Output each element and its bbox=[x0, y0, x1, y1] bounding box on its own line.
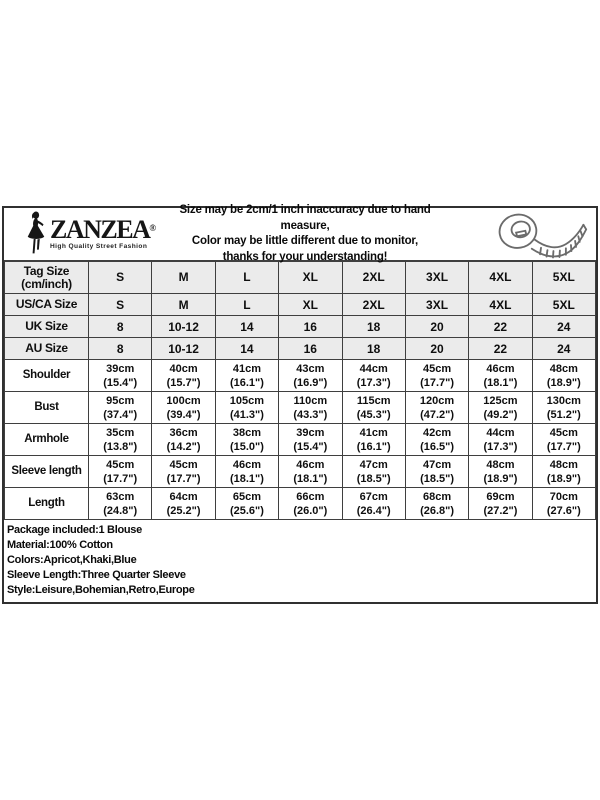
row-label: Tag Size (cm/inch) bbox=[5, 262, 89, 294]
size-cell: 63cm (24.8") bbox=[89, 488, 152, 520]
table-row bbox=[5, 262, 596, 294]
size-cell: 125cm (49.2") bbox=[469, 392, 532, 424]
disclaimer-line: Color may be little different due to monitor, bbox=[191, 235, 419, 247]
size-cell: 22 bbox=[469, 338, 532, 360]
size-cell: 44cm (17.3") bbox=[469, 424, 532, 456]
size-cell: 38cm (15.0") bbox=[215, 424, 278, 456]
size-cell: 2XL bbox=[342, 262, 405, 294]
disclaimer-line: Size may be 2cm/1 inch inaccuracy due to hand measure, bbox=[179, 204, 431, 232]
size-cell: 41cm (16.1") bbox=[342, 424, 405, 456]
size-cell: 8 bbox=[89, 316, 152, 338]
size-cell: 5XL bbox=[532, 294, 595, 316]
size-cell: 35cm (13.8") bbox=[89, 424, 152, 456]
size-cell: 69cm (27.2") bbox=[469, 488, 532, 520]
size-cell: 67cm (26.4") bbox=[342, 488, 405, 520]
brand-name-text: ZANZEA bbox=[50, 215, 150, 244]
size-cell: 2XL bbox=[342, 294, 405, 316]
size-cell: 8 bbox=[89, 338, 152, 360]
table-row bbox=[5, 424, 596, 456]
size-cell: 10-12 bbox=[152, 316, 215, 338]
product-info-line: Sleeve Length:Three Quarter Sleeve bbox=[7, 569, 186, 581]
size-cell: 42cm (16.5") bbox=[405, 424, 468, 456]
size-cell: 100cm (39.4") bbox=[152, 392, 215, 424]
size-cell: 45cm (17.7") bbox=[152, 456, 215, 488]
size-cell: 39cm (15.4") bbox=[89, 360, 152, 392]
size-cell: 20 bbox=[405, 316, 468, 338]
table-row bbox=[5, 294, 596, 316]
brand-tagline: High Quality Street Fashion bbox=[50, 243, 148, 250]
size-cell: 46cm (18.1") bbox=[279, 456, 342, 488]
size-cell: 48cm (18.9") bbox=[532, 456, 595, 488]
size-cell: 46cm (18.1") bbox=[469, 360, 532, 392]
size-cell: 115cm (45.3") bbox=[342, 392, 405, 424]
brand-name bbox=[50, 215, 157, 244]
size-cell: XL bbox=[279, 262, 342, 294]
size-cell: 4XL bbox=[469, 294, 532, 316]
size-cell: 44cm (17.3") bbox=[342, 360, 405, 392]
measuring-tape-icon bbox=[494, 209, 588, 259]
size-cell: L bbox=[215, 262, 278, 294]
brand-logo bbox=[4, 211, 157, 257]
table-row bbox=[5, 488, 596, 520]
size-cell: 95cm (37.4") bbox=[89, 392, 152, 424]
size-cell: 110cm (43.3") bbox=[279, 392, 342, 424]
size-cell: 70cm (27.6") bbox=[532, 488, 595, 520]
disclaimer-line: thanks for your understanding! bbox=[222, 250, 388, 263]
table-row bbox=[5, 456, 596, 488]
size-cell: 130cm (51.2") bbox=[532, 392, 595, 424]
product-info-line: Style:Leisure,Bohemian,Retro,Europe bbox=[7, 584, 195, 596]
row-label: Bust bbox=[5, 392, 89, 424]
row-label: US/CA Size bbox=[5, 294, 89, 316]
table-row bbox=[5, 338, 596, 360]
product-info bbox=[4, 520, 596, 602]
size-cell: 36cm (14.2") bbox=[152, 424, 215, 456]
size-cell: 47cm (18.5") bbox=[405, 456, 468, 488]
size-cell: 40cm (15.7") bbox=[152, 360, 215, 392]
row-label: UK Size bbox=[5, 316, 89, 338]
table-row bbox=[5, 316, 596, 338]
size-cell: L bbox=[215, 294, 278, 316]
size-cell: 16 bbox=[279, 316, 342, 338]
size-cell: S bbox=[89, 294, 152, 316]
row-label: AU Size bbox=[5, 338, 89, 360]
size-cell: 68cm (26.8") bbox=[405, 488, 468, 520]
row-label: Length bbox=[5, 488, 89, 520]
size-cell: 120cm (47.2") bbox=[405, 392, 468, 424]
product-info-line: Colors:Apricot,Khaki,Blue bbox=[7, 554, 137, 566]
size-cell: 18 bbox=[342, 316, 405, 338]
registered-mark: ® bbox=[149, 223, 157, 233]
size-cell: 14 bbox=[215, 338, 278, 360]
size-cell: M bbox=[152, 262, 215, 294]
row-label: Sleeve length bbox=[5, 456, 89, 488]
size-cell: 22 bbox=[469, 316, 532, 338]
size-cell: 10-12 bbox=[152, 338, 215, 360]
size-cell: M bbox=[152, 294, 215, 316]
size-cell: 4XL bbox=[469, 262, 532, 294]
size-cell: 64cm (25.2") bbox=[152, 488, 215, 520]
size-cell: 3XL bbox=[405, 262, 468, 294]
brand-text bbox=[50, 215, 157, 250]
size-cell: 24 bbox=[532, 338, 595, 360]
size-cell: 46cm (18.1") bbox=[215, 456, 278, 488]
woman-silhouette-icon bbox=[24, 211, 48, 257]
size-cell: 14 bbox=[215, 316, 278, 338]
table-row bbox=[5, 360, 596, 392]
size-cell: 48cm (18.9") bbox=[532, 360, 595, 392]
row-label: Shoulder bbox=[5, 360, 89, 392]
size-cell: 24 bbox=[532, 316, 595, 338]
size-cell: 65cm (25.6") bbox=[215, 488, 278, 520]
size-cell: 66cm (26.0") bbox=[279, 488, 342, 520]
brand-header bbox=[4, 204, 596, 263]
size-disclaimer bbox=[154, 203, 456, 265]
size-chart-panel bbox=[2, 206, 598, 604]
size-cell: 41cm (16.1") bbox=[215, 360, 278, 392]
size-cell: 16 bbox=[279, 338, 342, 360]
tape-icon-area bbox=[456, 209, 596, 259]
size-cell: 20 bbox=[405, 338, 468, 360]
product-info-line: Package included:1 Blouse bbox=[7, 524, 142, 536]
size-cell: 47cm (18.5") bbox=[342, 456, 405, 488]
size-cell: 45cm (17.7") bbox=[532, 424, 595, 456]
size-cell: 3XL bbox=[405, 294, 468, 316]
size-chart-body bbox=[5, 262, 596, 520]
size-cell: 18 bbox=[342, 338, 405, 360]
row-label: Armhole bbox=[5, 424, 89, 456]
size-chart-table bbox=[4, 261, 596, 520]
size-cell: 43cm (16.9") bbox=[279, 360, 342, 392]
size-cell: 105cm (41.3") bbox=[215, 392, 278, 424]
size-cell: 45cm (17.7") bbox=[405, 360, 468, 392]
size-cell: XL bbox=[279, 294, 342, 316]
size-cell: 48cm (18.9") bbox=[469, 456, 532, 488]
table-row bbox=[5, 392, 596, 424]
product-info-line: Material:100% Cotton bbox=[7, 539, 113, 551]
size-cell: 5XL bbox=[532, 262, 595, 294]
size-cell: S bbox=[89, 262, 152, 294]
size-cell: 39cm (15.4") bbox=[279, 424, 342, 456]
size-cell: 45cm (17.7") bbox=[89, 456, 152, 488]
